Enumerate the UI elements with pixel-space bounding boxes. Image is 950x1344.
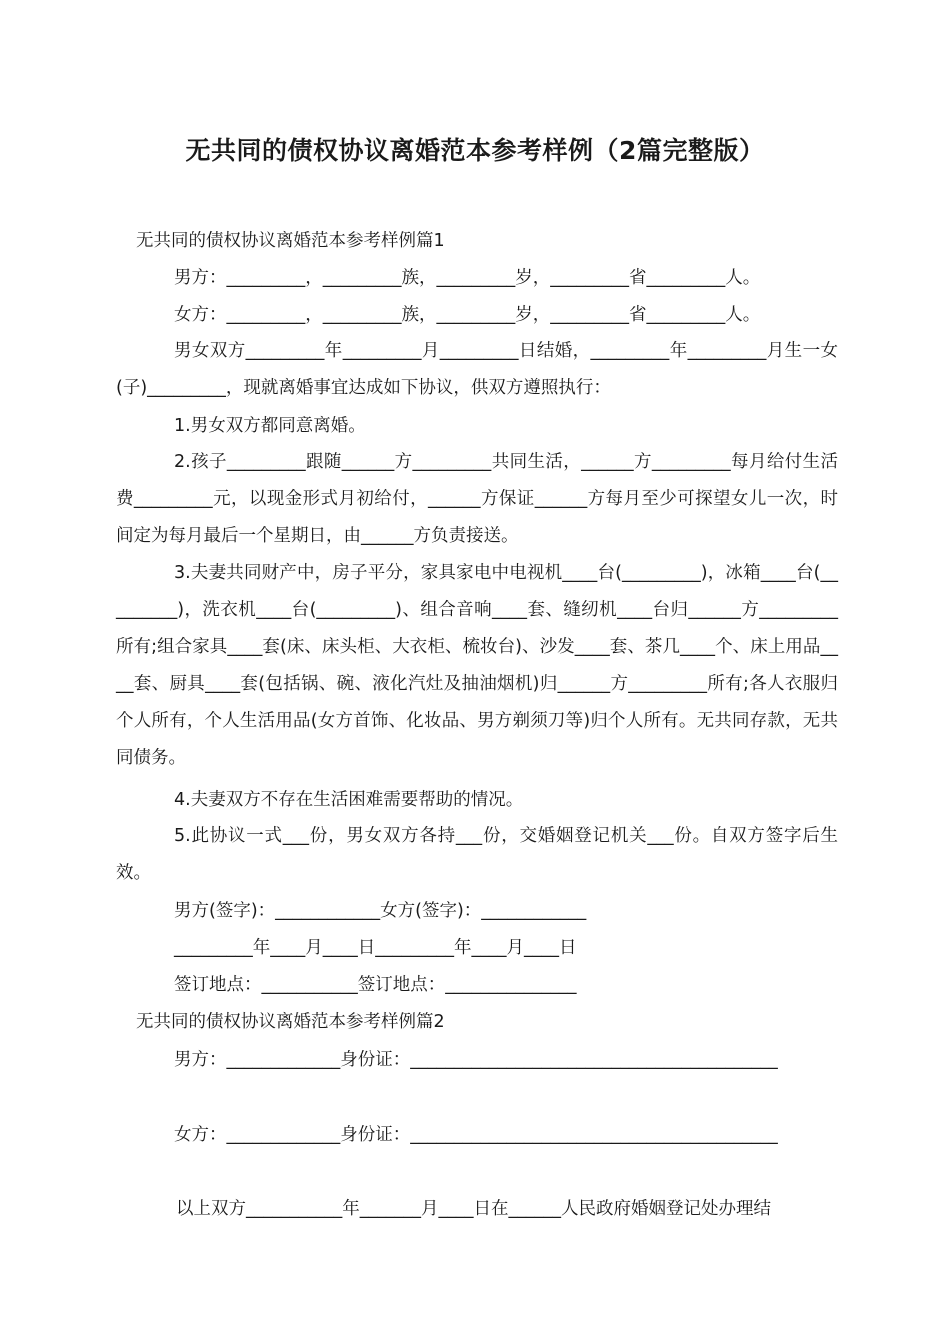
section1-marriage-paragraph: 男女双方_________年_________月_________日结婚，_________年_________月生一女(子)_________，现就离婚事宜达成如下协议，供双方遵照执行： — [116, 341, 838, 398]
section1-item-2: 2.孩子_________跟随______方_________共同生活，______方_________每月给付生活费_________元，以现金形式月初给付，______方保证______方每月至少可探望女儿一次，时间定为每月最后一个星期日，由______方负责接送。 — [116, 452, 838, 546]
section1-item-5: 5.此协议一式___份，男女双方各持___份，交婚姻登记机关___份。自双方签字后生效。 — [116, 826, 838, 883]
section1-item-1: 1.男女双方都同意离婚。 — [174, 416, 366, 436]
document-title: 无共同的债权协议离婚范本参考样例（2篇完整版） — [185, 136, 765, 165]
section2-male-info: 男方：_____________身份证：__________________________________________ — [174, 1050, 778, 1070]
section1-signature-line: 男方(签字)：____________女方(签字)：____________ — [174, 901, 587, 921]
section1-place-line: 签订地点：___________签订地点：_______________ — [174, 975, 577, 995]
section1-heading: 无共同的债权协议离婚范本参考样例篇1 — [136, 231, 445, 251]
section1-item-4: 4.夫妻双方不存在生活困难需要帮助的情况。 — [174, 790, 524, 810]
section1-male-info: 男方：_________，_________族，_________岁，_________省_________人。 — [174, 268, 761, 288]
section1-item-3: 3.夫妻共同财产中，房子平分，家具家电中电视机____台(_________)，冰箱____台(_________)，洗衣机____台(_________)、组合音响____套、缝纫机____台归______方_________所有;组合家具____套(床、床头柜、大衣柜、梳妆台)、沙发____套、茶几____个、床上用品____套、厨具____套(包括锅、碗、液化汽灶及抽油烟机)归______方_________所有;各人衣服归个人所有，个人生活用品(女方首饰、化妆品、男方剃须刀等)归个人所有。无共同存款，无共同债务。 — [116, 563, 838, 768]
section1-date-line: _________年____月____日_________年____月____日 — [174, 938, 577, 958]
section2-female-info: 女方：_____________身份证：__________________________________________ — [174, 1125, 778, 1145]
section2-intro-paragraph: 以上双方___________年_______月____日在______人民政府婚姻登记处办理结 — [176, 1199, 771, 1219]
section1-female-info: 女方：_________，_________族，_________岁，_________省_________人。 — [174, 305, 761, 325]
section2-heading: 无共同的债权协议离婚范本参考样例篇2 — [136, 1012, 445, 1032]
